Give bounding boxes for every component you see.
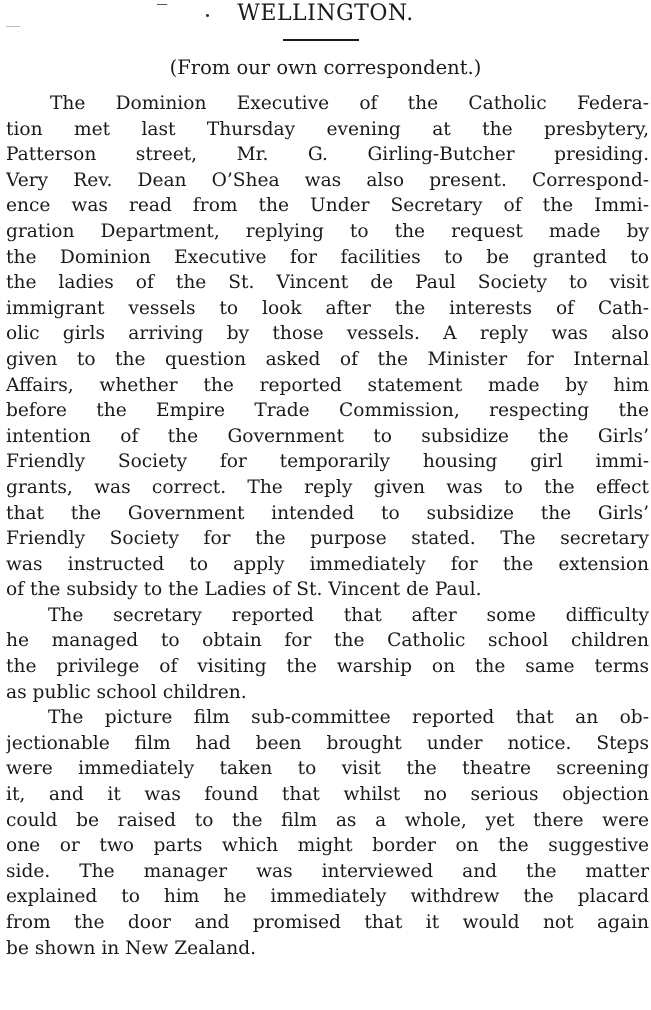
text-line: immigrant vessels to look after the interests of Cath- xyxy=(6,297,649,319)
text-line: be shown in New Zealand. xyxy=(6,937,257,959)
text-line: the ladies of the St. Vincent de Paul Society to visit xyxy=(6,272,649,294)
article-byline: (From our own correspondent.) xyxy=(169,56,482,79)
article-body xyxy=(6,91,649,961)
text-line: from the door and promised that it would not again xyxy=(6,912,649,933)
text-line: ence was read from the Under Secretary of the Immi- xyxy=(6,195,649,217)
text-line: Affairs, whether the reported statement made by him xyxy=(6,374,649,396)
text-line: explained to him he immediately withdrew the placard xyxy=(6,886,649,908)
text-line: Very Rev. Dean O’Shea was also present. Correspond- xyxy=(6,169,649,191)
text-line: side. The manager was interviewed and the matter xyxy=(6,860,649,882)
text-line: grants, was correct. The reply given was to the effect xyxy=(6,476,649,498)
text-line: jectionable film had been brought under notice. Steps xyxy=(6,732,649,754)
text-line: could be raised to the film as a whole, yet there were xyxy=(6,809,649,831)
article-paragraph xyxy=(6,91,649,603)
text-line: that the Government intended to subsidize the Girls’ xyxy=(6,502,649,524)
text-line: was instructed to apply immediately for the extension xyxy=(6,553,649,575)
text-line: The secretary reported that after some difficulty xyxy=(48,604,649,626)
article-paragraph xyxy=(6,603,649,705)
text-line: intention of the Government to subsidize the Girls’ xyxy=(6,425,649,447)
text-line: were immediately taken to visit the theatre screening xyxy=(6,758,649,780)
text-line: Friendly Society for temporarily housing girl immi- xyxy=(6,451,649,473)
article-headline: WELLINGTON. xyxy=(237,1,414,26)
text-line: tion met last Thursday evening at the presbytery, xyxy=(6,118,649,140)
text-line: The picture film sub-committee reported that an ob- xyxy=(48,707,649,729)
text-line: the privilege of visiting the warship on the same terms xyxy=(6,656,649,678)
text-line: olic girls arriving by those vessels. A reply was also xyxy=(6,323,649,345)
text-line: the Dominion Executive for facilities to be granted to xyxy=(6,246,649,268)
text-line: The Dominion Executive of the Catholic Federa- xyxy=(50,93,649,114)
article-paragraph xyxy=(6,705,649,961)
text-line: gration Department, replying to the request made by xyxy=(6,220,649,242)
text-line: one or two parts which might border on the suggestive xyxy=(6,835,649,857)
text-line: he managed to obtain for the Catholic school children xyxy=(6,630,649,652)
text-line: Patterson street, Mr. G. Girling-Butcher presiding. xyxy=(6,144,649,166)
text-line: given to the question asked of the Minister for Internal xyxy=(6,348,649,370)
text-line: it, and it was found that whilst no serious objection xyxy=(6,784,649,806)
text-line: before the Empire Trade Commission, respecting the xyxy=(6,400,649,422)
headline-rule xyxy=(283,39,359,41)
text-line: Friendly Society for the purpose stated. The secretary xyxy=(6,528,649,550)
text-line: of the subsidy to the Ladies of St. Vincent de Paul. xyxy=(6,579,482,601)
text-line: as public school children. xyxy=(6,681,247,703)
